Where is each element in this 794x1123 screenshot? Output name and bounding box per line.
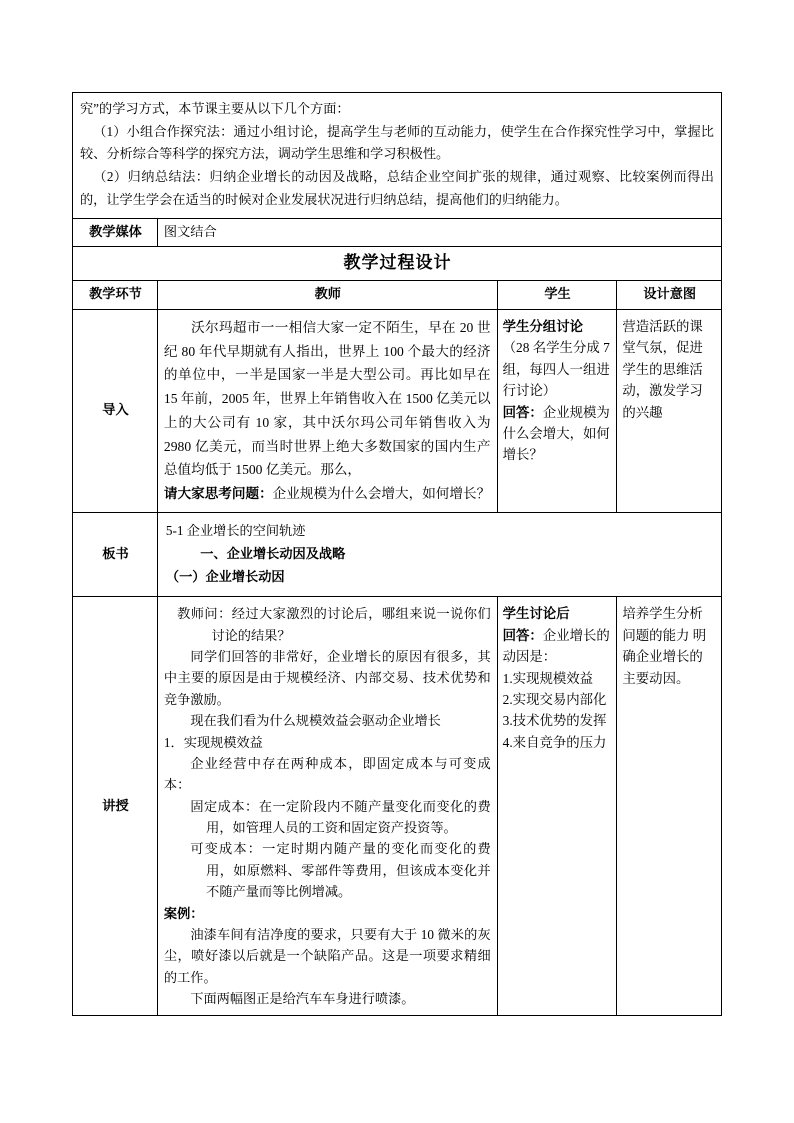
lecture-teacher-cell — [157, 597, 497, 1016]
lecture-line-9: 下面两幅图正是给汽车车身进行喷漆。 — [190, 991, 415, 1007]
row-label-lecture: 讲授 — [73, 597, 158, 1016]
lecture-student-answer-label: 回答： — [502, 627, 543, 643]
lecture-line-3: 现在我们看为什么规模效益会驱动企业增长 — [190, 713, 441, 729]
media-value: 图文结合 — [157, 218, 721, 246]
lead-in-teacher-cell — [157, 309, 497, 512]
lecture-student-line-3: 1.实现规模效益 — [502, 670, 594, 686]
media-label: 教学媒体 — [73, 218, 158, 246]
board-line-2: 一、企业增长动因及战略 — [200, 546, 346, 562]
lecture-line-8: 油漆车间有洁净度的要求，只要有大于 10 微米的灰尘，喷好漆以后就是一个缺陷产品。这是一项要求精细的工作。 — [163, 926, 491, 985]
lead-in-student-line-2: （28 名学生分成 7 组，每四人一组进行讨论） — [502, 340, 610, 399]
lecture-student-line-4: 2.实现交易内部化 — [502, 692, 607, 708]
header-student: 学生 — [497, 281, 617, 309]
row-label-board: 板书 — [73, 513, 158, 597]
row-label-lead-in: 导入 — [73, 309, 158, 512]
lecture-line-2: 同学们回答的非常好，企业增长的原因有很多，其中主要的原因是由于规模经济、内部交易、技术优势和竞争激励。 — [163, 649, 491, 707]
lead-in-paragraph: 沃尔玛超市一一相信大家一定不陌生，早在 20 世纪 80 年代早期就有人指出，世界上 100 个最大的经济的单位中，一半是国家一半是大型公司。再比如早在 15 年前，2005 年，世界上年销售收入在 1500 亿美元以上的大公司有 10 家，其中沃尔玛公司年销售收入为 2980 亿美元，而当时世界上绝大多数国家的国内生产总值均低于 1500 亿美元。那么， — [163, 319, 491, 478]
top-line-3: （2）归纳总结法：归纳企业增长的动因及战略，总结企业空间扩张的规律，通过观察、比较案例而得出的，让学生学会在适当的时候对企业发展状况进行归纳总结，提高他们的归纳能力。 — [80, 169, 714, 207]
lead-in-student-answer-text: 企业规模为什么会增大，如何增长？ — [502, 404, 610, 463]
top-continued-cell — [73, 93, 722, 219]
board-line-1: 5-1 企业增长的空间轨迹 — [165, 523, 306, 539]
lecture-student-answer-text: 企业增长的动因是： — [502, 627, 610, 665]
top-line-2: （1）小组合作探究法：通过小组讨论，提高学生与老师的互动能力，使学生在合作探究性学习中，掌握比较、分析综合等科学的探究方法，调动学生思维和学习积极性。 — [80, 123, 714, 162]
lead-in-question-line — [164, 482, 491, 506]
lesson-plan-table — [72, 92, 722, 1016]
column-header-row — [73, 281, 722, 309]
media-row — [73, 218, 722, 246]
lecture-student-line-2 — [503, 625, 612, 668]
process-title: 教学过程设计 — [73, 246, 722, 280]
table-row-lead-in — [73, 309, 722, 512]
lead-in-question-lead: 请大家思考问题： — [163, 486, 273, 502]
header-link: 教学环节 — [73, 281, 158, 309]
table-row-lecture — [73, 597, 722, 1016]
lecture-student-line-1: 学生讨论后 — [502, 606, 570, 622]
lead-in-student-line-1: 学生分组讨论 — [502, 318, 583, 334]
lecture-line-5: 企业经营中存在两种成本，即固定成本与可变成本： — [163, 755, 491, 793]
lecture-student-cell — [497, 597, 617, 1016]
lecture-line-7: 可变成本：一定时期内随产量的变化而变化的费用，如原燃料、零部件等费用，但该成本变化并不随产量而等比例增减。 — [190, 841, 491, 900]
lecture-line-4: 1．实现规模效益 — [163, 734, 263, 750]
header-intent: 设计意图 — [617, 281, 722, 309]
lecture-student-line-6: 4.来自竞争的压力 — [502, 734, 607, 750]
lead-in-student-answer-label: 回答： — [502, 404, 543, 420]
lecture-intent-cell: 培养学生分析问题的能力 明确企业增长的主要动因。 — [617, 597, 722, 1016]
table-row-board — [73, 513, 722, 597]
process-title-row — [73, 246, 722, 280]
top-continued-row — [73, 93, 722, 219]
lecture-case-label: 案例： — [163, 905, 204, 921]
board-content-cell — [157, 513, 721, 597]
lead-in-student-cell — [497, 309, 617, 512]
lead-in-intent-cell: 营造活跃的课堂气氛，促进学生的思维活动，激发学习的兴趣 — [617, 309, 722, 512]
lead-in-student-line-3 — [503, 402, 612, 466]
board-line-3: （一）企业增长动因 — [165, 569, 285, 585]
lecture-line-6: 固定成本：在一定阶段内不随产量变化而变化的费用，如管理人员的工资和固定资产投资等。 — [190, 798, 491, 836]
lecture-student-line-5: 3.技术优势的发挥 — [502, 713, 607, 729]
top-line-1: 究”的学习方式，本节课主要从以下几个方面： — [80, 101, 350, 116]
lecture-line-1: 教师问：经过大家激烈的讨论后，哪组来说一说你们讨论的结果？ — [177, 606, 491, 643]
header-teacher: 教师 — [157, 281, 497, 309]
lead-in-question-tail: 企业规模为什么会增大，如何增长？ — [272, 486, 491, 502]
